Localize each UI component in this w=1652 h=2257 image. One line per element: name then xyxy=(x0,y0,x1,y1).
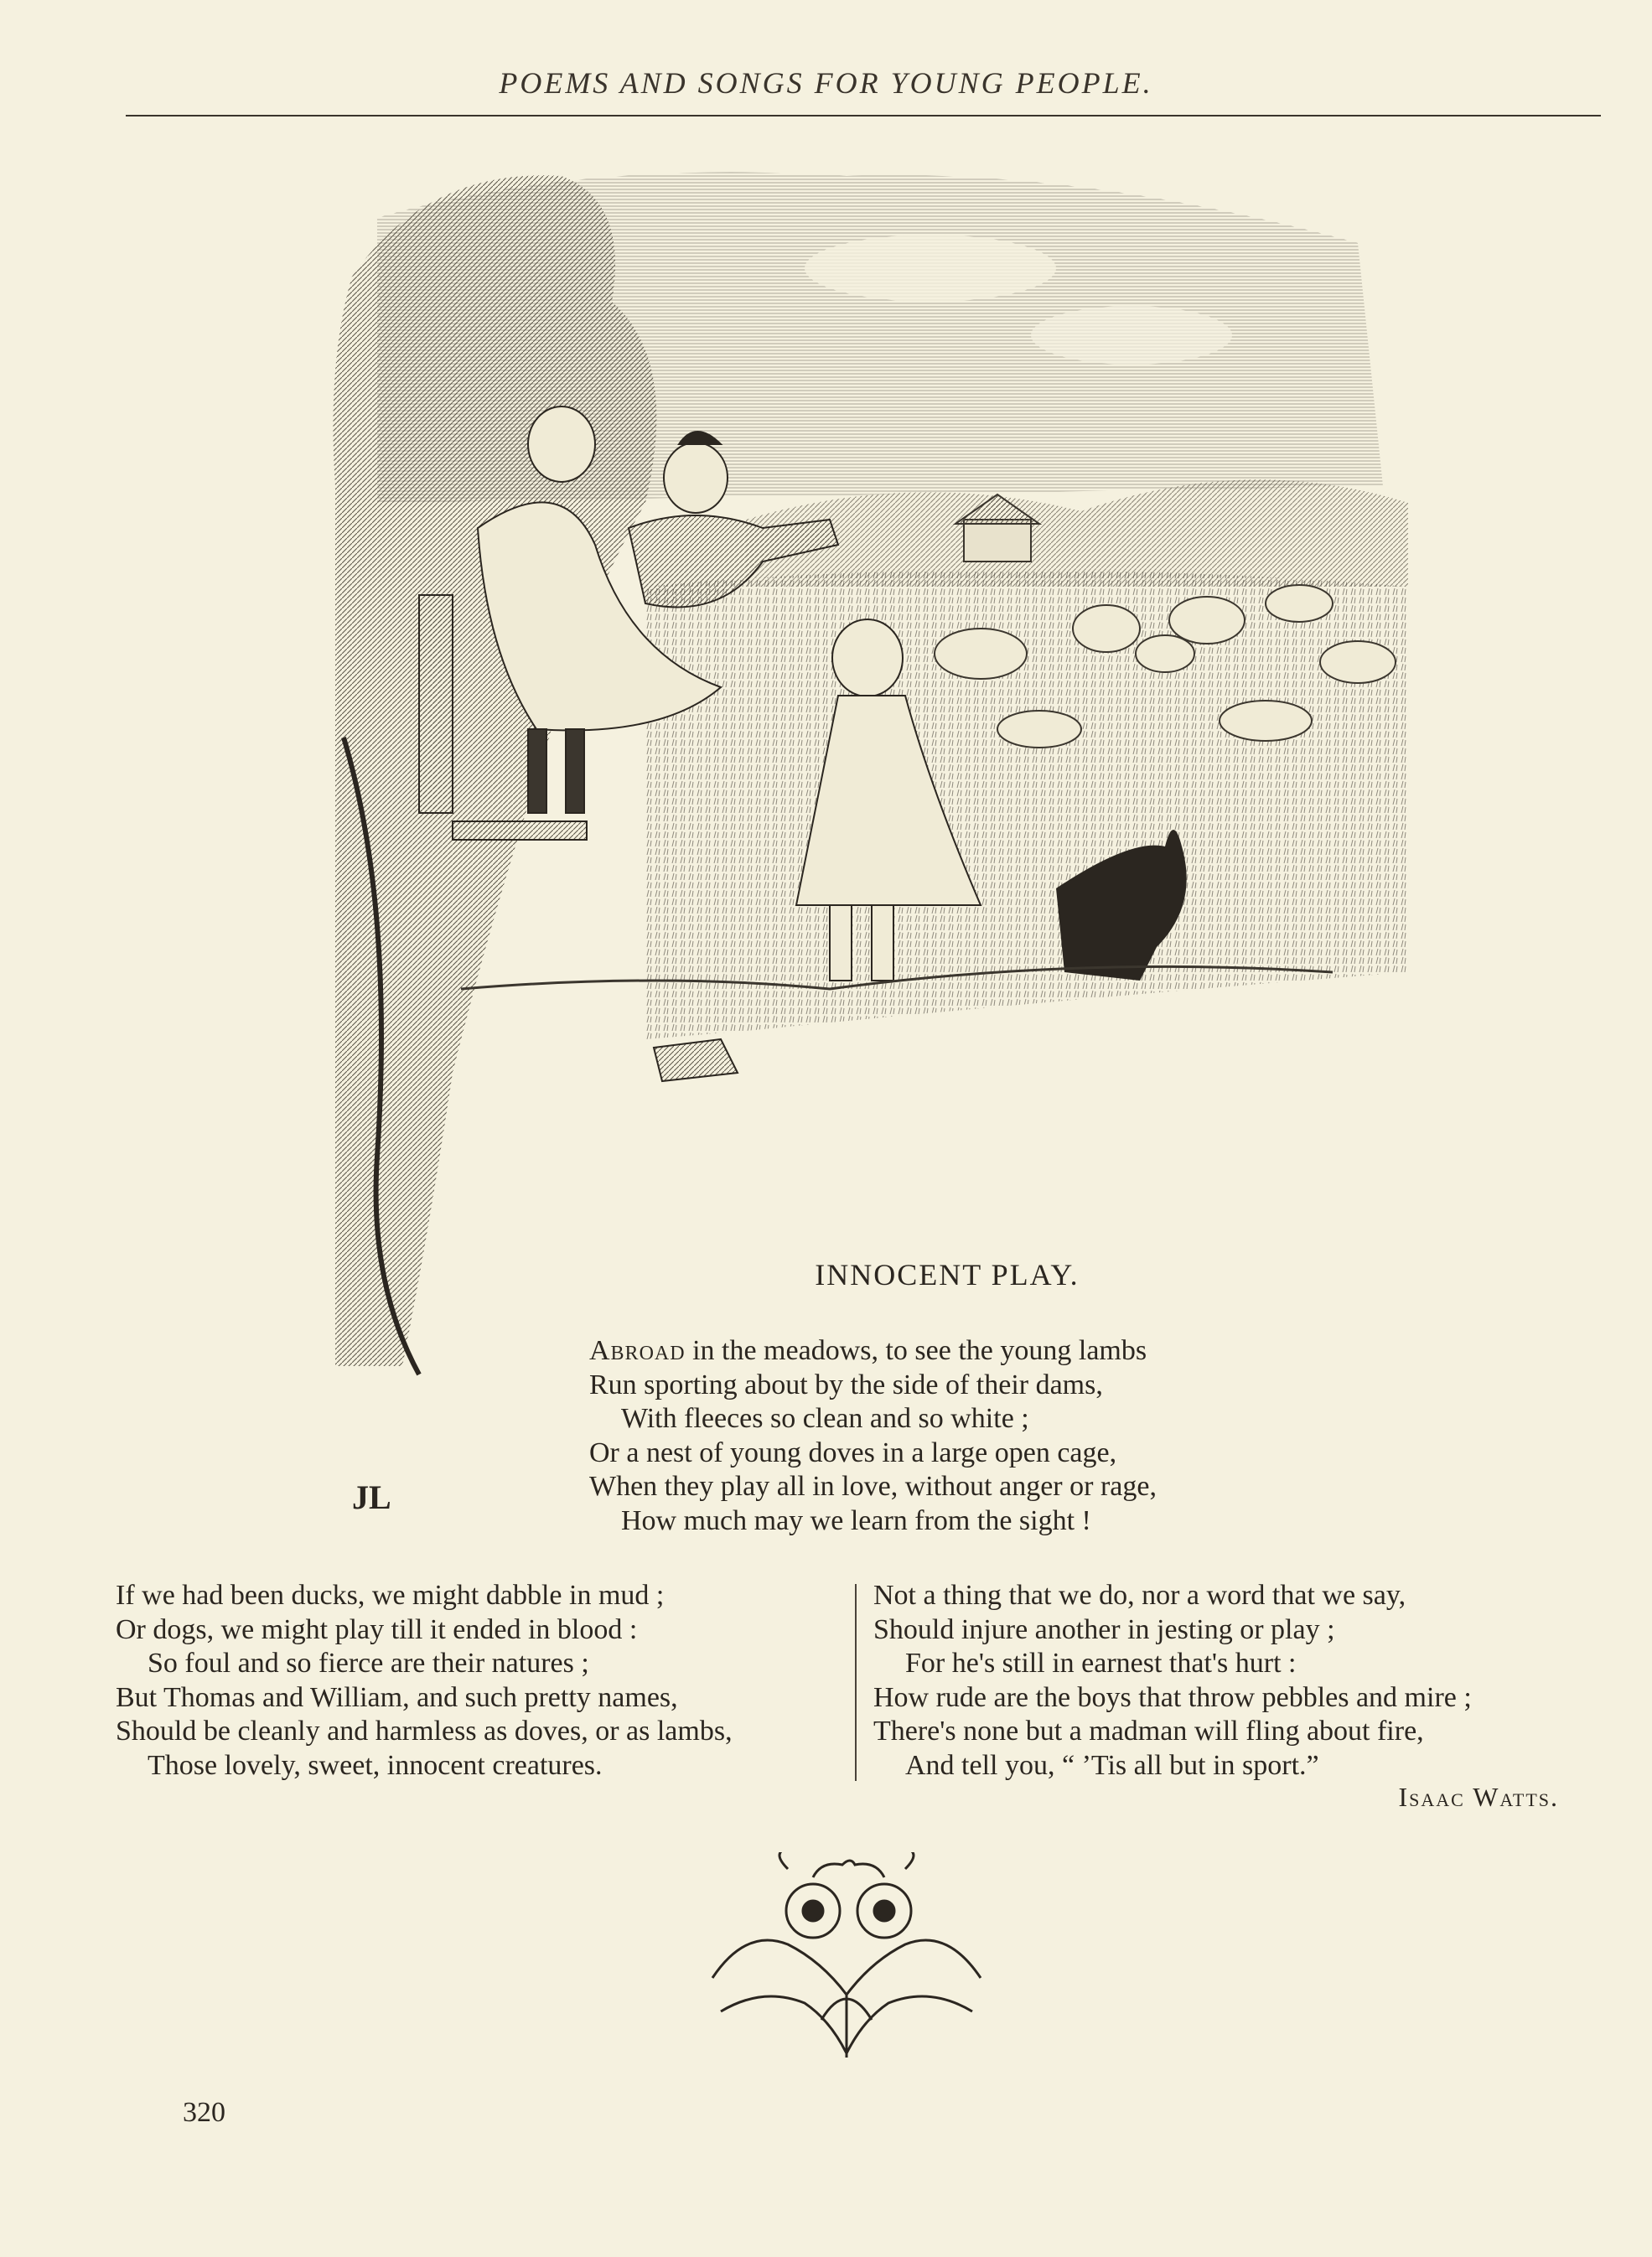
stanza-line: And tell you, “ ’Tis all but in sport.” xyxy=(905,1749,1319,1781)
author-credit: Isaac Watts. xyxy=(1398,1782,1559,1812)
stanza-line: When they play all in love, without anger or rage, xyxy=(589,1471,1157,1502)
stanza-line: Should be cleanly and harmless as doves, or as lambs, xyxy=(116,1716,733,1747)
stanza-line: Run sporting about by the side of their dams, xyxy=(589,1369,1103,1400)
toy-cart xyxy=(654,1039,738,1081)
right-column-stanza xyxy=(873,1579,1611,1783)
running-title: POEMS AND SONGS FOR YOUNG PEOPLE. xyxy=(499,66,1153,100)
stanza-line: Or dogs, we might play till it ended in blood : xyxy=(116,1613,638,1645)
column-divider xyxy=(855,1584,857,1781)
left-column-stanza xyxy=(116,1579,853,1783)
illustration-engraving xyxy=(327,151,1416,1542)
poem-title: INNOCENT PLAY. xyxy=(815,1258,1080,1292)
floral-ornament-icon xyxy=(696,1852,997,2062)
stanza-line-rest: in the meadows, to see the young lambs xyxy=(685,1335,1147,1366)
stanza-line xyxy=(589,1334,1344,1369)
stanza-line: But Thomas and William, and such pretty names, xyxy=(116,1681,678,1713)
stanza-line: Or a nest of young doves in a large open cage, xyxy=(589,1437,1117,1468)
stanza-line: How rude are the boys that throw pebbles and mire ; xyxy=(873,1681,1472,1713)
stanza-line: There's none but a madman will fling about fire, xyxy=(873,1716,1424,1747)
stanza-line: Not a thing that we do, nor a word that we say, xyxy=(873,1580,1406,1611)
stile xyxy=(419,595,453,813)
artist-monogram: JL xyxy=(352,1478,391,1516)
header-rule xyxy=(126,115,1601,116)
stanza-line: If we had been ducks, we might dabble in mud ; xyxy=(116,1580,665,1611)
stanza-line: With fleeces so clean and so white ; xyxy=(621,1403,1029,1434)
stanza-line: Should injure another in jesting or play ; xyxy=(873,1613,1335,1645)
page-number: 320 xyxy=(183,2097,225,2128)
stanza-first-word: Abroad xyxy=(589,1335,686,1366)
stanza-line: So foul and so fierce are their natures ; xyxy=(148,1648,589,1679)
stanza-line: For he's still in earnest that's hurt : xyxy=(905,1648,1297,1679)
stanza-line: Those lovely, sweet, innocent creatures. xyxy=(148,1749,603,1781)
intro-stanza xyxy=(589,1334,1344,1538)
stanza-line: How much may we learn from the sight ! xyxy=(621,1504,1091,1536)
tree-foliage xyxy=(334,175,657,1366)
